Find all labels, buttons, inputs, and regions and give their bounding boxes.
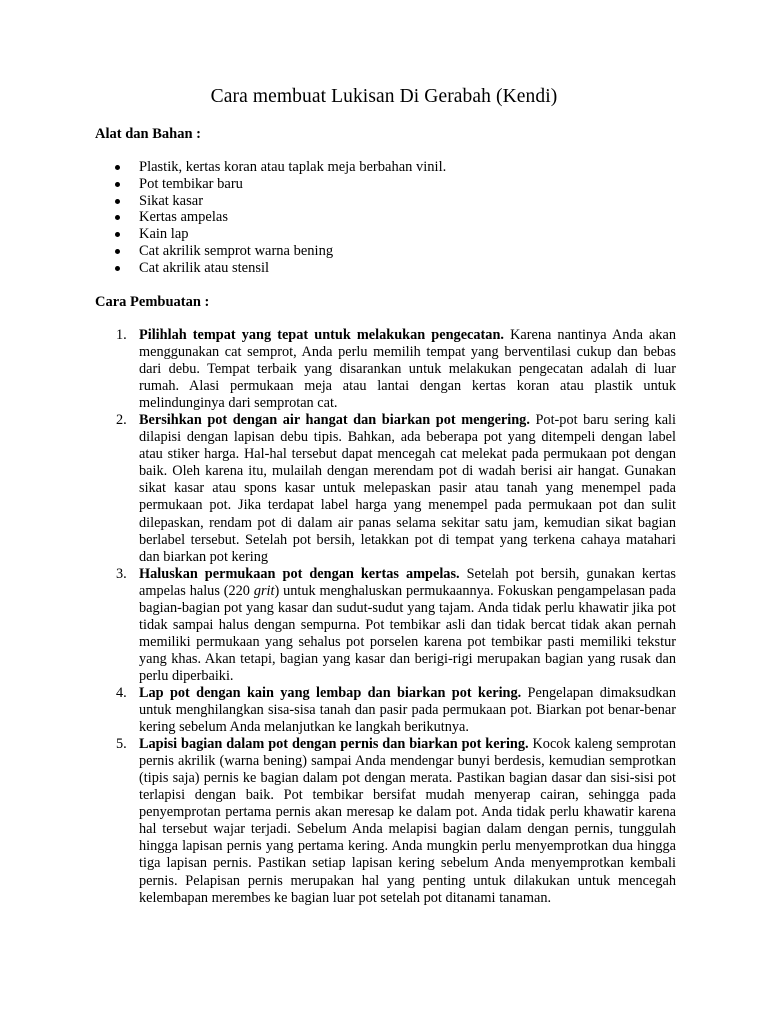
step-title: Bersihkan pot dengan air hangat dan biarkan pot mengering. (139, 412, 530, 429)
bullet-icon (115, 199, 120, 204)
step-number: 5. (116, 736, 127, 753)
step-text: ) untuk menghaluskan permukaannya. Fokuskan pengampelasan pada bagian-bagian pot yang kasar dan sudut-sudut yang tajam. Anda tidak perlu khawatir jika pot tidak sampai halus dengan sempurna. Pot tembikar asli dan tidak bercat tidak akan pernah memiliki permukaan yang sehalus pot porselen karena pot tembikar pasti memiliki tekstur yang khas. Akan tetapi, bagian yang kasar dan berigi-rigi merupakan bagian yang rusak dan perlu diperbaiki. (139, 582, 676, 684)
material-text: Cat akrilik atau stensil (139, 259, 270, 276)
step-number: 3. (116, 565, 127, 582)
list-item (95, 226, 446, 243)
step-item (95, 566, 676, 685)
material-text: Cat akrilik semprot warna bening (139, 242, 334, 259)
step-text: Karena nantinya Anda akan menggunakan cat semprot, Anda perlu memilih tempat yang berventilasi cukup dan bebas dari debu. Tempat terbaik yang disarankan untuk melakukan pengecatan adalah di luar rumah. Alasi permukaan meja atau lantai dengan kertas koran atau plastik untuk melindunginya dari semprotan cat. (139, 327, 676, 412)
step-title: Pilihlah tempat yang tepat untuk melakukan pengecatan. (139, 327, 504, 343)
materials-heading: Alat dan Bahan : (95, 126, 201, 142)
materials-list (95, 159, 446, 277)
list-item (95, 159, 446, 176)
step-title: Lapisi bagian dalam pot dengan pernis dan biarkan pot kering. (139, 736, 529, 753)
list-item (95, 209, 446, 226)
material-text: Pot tembikar baru (139, 175, 243, 192)
step-item (95, 685, 676, 736)
list-item (95, 260, 446, 277)
step-item (95, 412, 676, 565)
bullet-icon (115, 266, 120, 271)
list-item (95, 243, 446, 260)
step-item (95, 736, 676, 906)
step-title: Haluskan permukaan pot dengan kertas ampelas. (139, 565, 460, 582)
page-title: Cara membuat Lukisan Di Gerabah (Kendi) (210, 86, 558, 107)
step-text: Kocok kaleng semprotan pernis akrilik (warna bening) sampai Anda mendengar bunyi berdesis, kemudian semprotkan (tipis saja) pernis ke bagian dalam pot dengan merata. Pastikan bagian dasar dan sisi-sisi pot terlapisi dengan baik. Pot tembikar bersifat mudah menyerap cairan, sehingga pada penyemprotan pertama pernis akan meresap ke dalam pot. Anda tidak perlu khawatir karena hal tersebut wajar terjadi. Sebelum Anda melapisi bagian dalam dengan pernis, tunggulah hingga lapisan pernis yang pertama kering. Anda mungkin perlu menyemprotkan dua hingga tiga lapisan pernis. Pastikan setiap lapisan kering sebelum Anda menyemprotkan kembali pernis. Pelapisan pernis merupakan hal yang penting untuk dilakukan untuk mencegah kelembapan merembes ke bagian luar pot setelah pot ditanami tanaman. (139, 736, 676, 906)
step-italic: grit (253, 582, 275, 599)
bullet-icon (115, 215, 120, 220)
list-item (95, 176, 446, 193)
material-text: Kain lap (139, 226, 189, 243)
step-text: Pengelapan dimaksudkan untuk menghilangkan sisa-sisa tanah dan pasir pada permukaan pot. Biarkan pot benar-benar kering sebelum Anda melanjutkan ke langkah berikutnya. (139, 684, 676, 736)
step-text-before: Setelah pot bersih, gunakan kertas ampelas halus (220 (139, 565, 676, 599)
material-text: Sikat kasar (139, 192, 204, 209)
bullet-icon (115, 165, 120, 170)
material-text: Kertas ampelas (139, 209, 228, 226)
step-text: Pot-pot baru sering kali dilapisi dengan lapisan debu tipis. Bahkan, ada beberapa pot yang ditempeli dengan label atau stiker harga. Hal-hal tersebut dapat mencegah cat melekat pada permukaan pot dengan baik. Oleh karena itu, mulailah dengan merendam pot di wadah berisi air hangat. Gunakan sikat kasar atau spons kasar untuk melepaskan pasir atau tanah yang menempel pada permukaan pot. Jika terdapat label harga yang menempel pada permukaan pot dan sulit dilepaskan, rendam pot di dalam air panas selama sekitar satu jam, kemudian sikat bagian berlabel tersebut. Setelah pot bersih, letakkan pot di tempat yang terkena cahaya matahari dan biarkan pot kering (139, 412, 677, 565)
steps-heading: Cara Pembuatan : (95, 294, 210, 310)
step-title: Lap pot dengan kain yang lembap dan biarkan pot kering. (139, 684, 522, 701)
step-number: 4. (116, 684, 127, 701)
list-item (95, 193, 446, 210)
bullet-icon (115, 232, 120, 237)
steps-list (95, 327, 676, 907)
step-number: 1. (116, 327, 127, 343)
bullet-icon (115, 249, 120, 254)
step-item (95, 327, 676, 412)
step-number: 2. (116, 412, 127, 429)
material-text: Plastik, kertas koran atau taplak meja berbahan vinil. (139, 159, 447, 175)
bullet-icon (115, 182, 120, 187)
